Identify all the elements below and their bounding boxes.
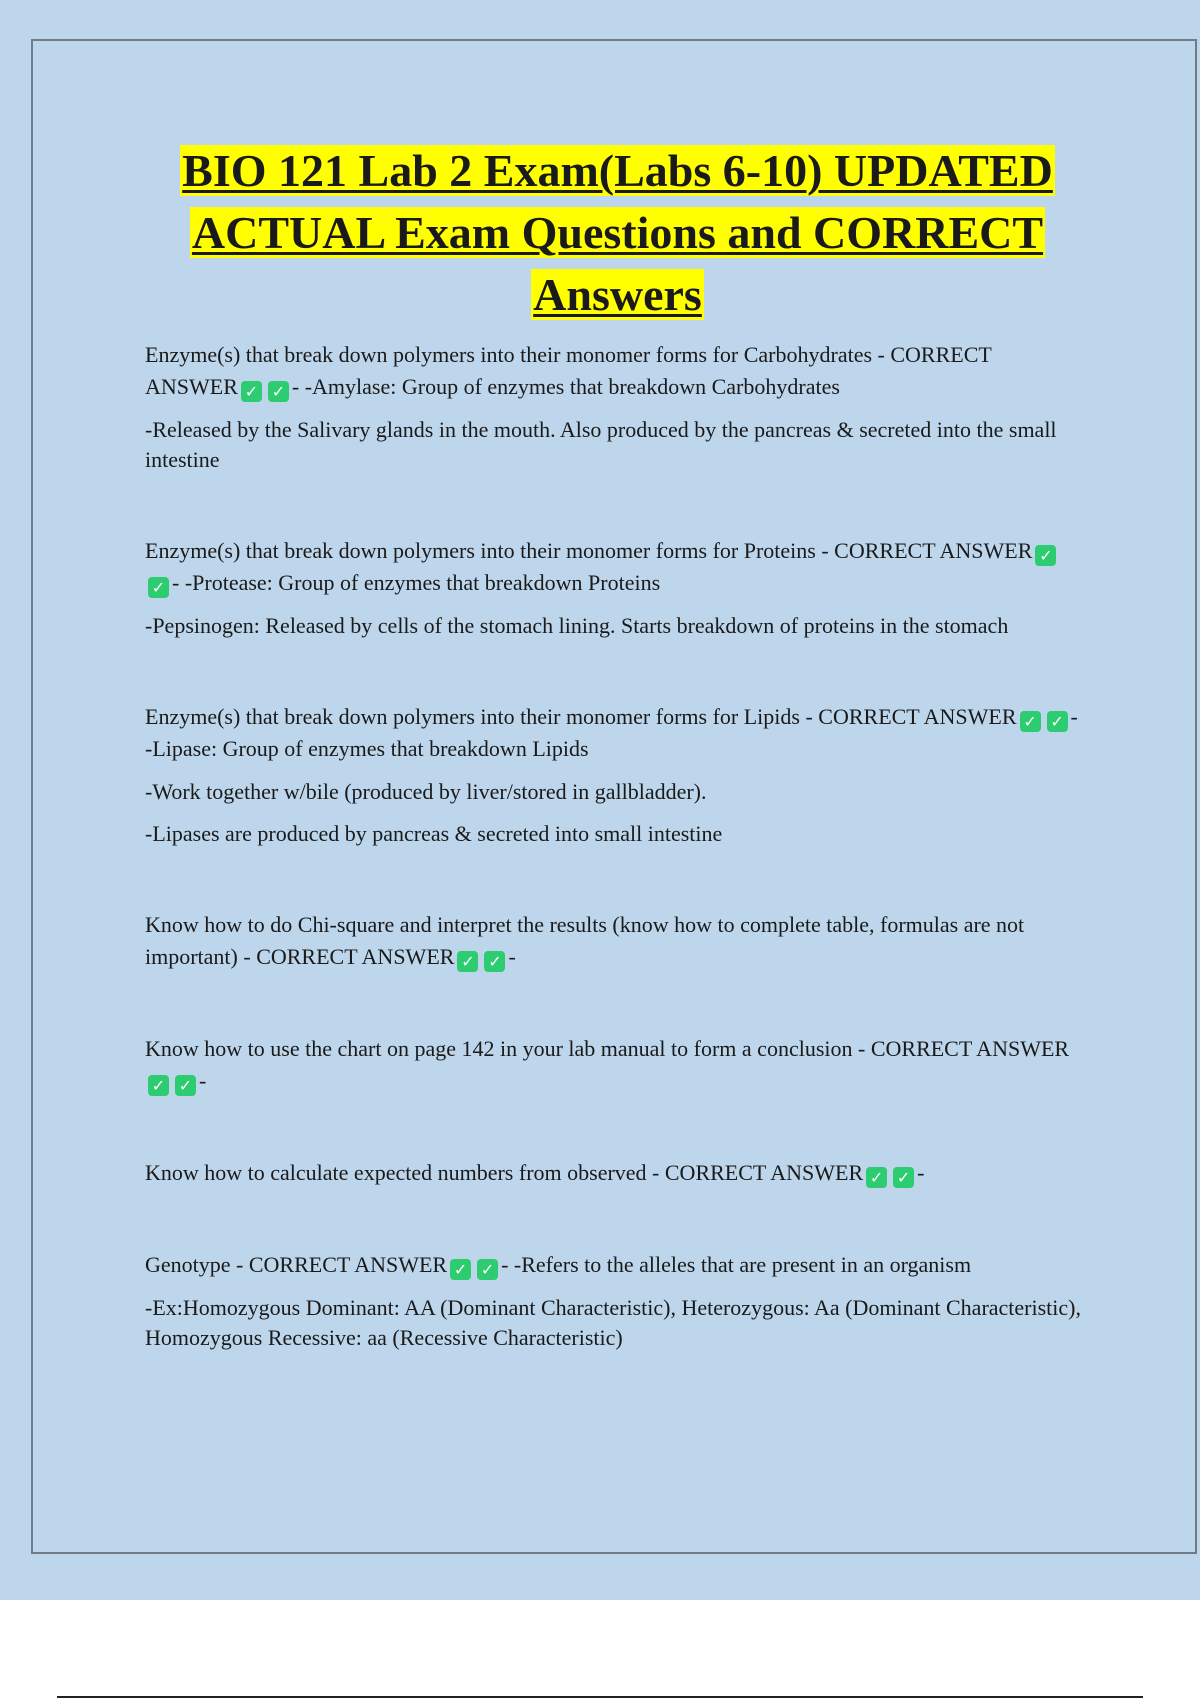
answer-text: -	[199, 1068, 207, 1093]
check-icon: ✓	[1047, 711, 1068, 732]
answer-note: -Work together w/bile (produced by liver/stored in gallbladder).	[145, 779, 707, 804]
check-icon: ✓	[893, 1167, 914, 1188]
question-text: Genotype - CORRECT ANSWER	[145, 1252, 448, 1277]
check-icon: ✓	[268, 381, 289, 402]
qa-item-chi-square	[145, 909, 1085, 973]
qa-item-proteins	[145, 535, 1085, 599]
check-icon: ✓	[457, 951, 478, 972]
check-icon: ✓	[148, 1075, 169, 1096]
answer-note: -Lipases are produced by pancreas & secreted into small intestine	[145, 821, 723, 846]
check-icon: ✓	[1035, 545, 1056, 566]
footer-divider	[57, 1696, 1143, 1698]
answer-note: -Ex:Homozygous Dominant: AA (Dominant Characteristic), Heterozygous: Aa (Dominant Characteristic), Homozygous Recessive: aa (Recessive Characteristic)	[145, 1295, 1081, 1350]
answer-note: -Released by the Salivary glands in the mouth. Also produced by the pancreas & secreted into the small intestine	[145, 417, 1057, 472]
check-icon: ✓	[1020, 711, 1041, 732]
qa-item-chart-page-142	[145, 1033, 1085, 1097]
qa-list	[145, 339, 1085, 1353]
answer-text: -	[917, 1160, 925, 1185]
qa-item-carbohydrates	[145, 339, 1085, 403]
answer-text: - -Refers to the alleles that are present in an organism	[501, 1252, 972, 1277]
check-icon: ✓	[866, 1167, 887, 1188]
title-line-1: BIO 121 Lab 2 Exam(Labs 6-10) UPDATED	[182, 145, 1053, 196]
document-title	[120, 140, 1115, 326]
answer-text: - -Amylase: Group of enzymes that breakdown Carbohydrates	[291, 374, 840, 399]
check-icon: ✓	[148, 577, 169, 598]
answer-text: - -Protease: Group of enzymes that breakdown Proteins	[172, 570, 661, 595]
check-icon: ✓	[484, 951, 505, 972]
answer-text: -	[508, 944, 516, 969]
qa-item-genotype	[145, 1249, 1085, 1281]
title-line-2: ACTUAL Exam Questions and CORRECT	[191, 207, 1044, 258]
qa-item-expected-numbers	[145, 1157, 1085, 1189]
question-text: Know how to use the chart on page 142 in your lab manual to form a conclusion - CORRECT ANSWER	[145, 1036, 1070, 1061]
answer-note: -Pepsinogen: Released by cells of the stomach lining. Starts breakdown of proteins in the stomach	[145, 613, 1009, 638]
question-text: Enzyme(s) that break down polymers into their monomer forms for Lipids - CORRECT ANSWER	[145, 704, 1017, 729]
check-icon: ✓	[241, 381, 262, 402]
check-icon: ✓	[450, 1259, 471, 1280]
question-text: Know how to do Chi-square and interpret the results (know how to complete table, formulas are not important) - CORRECT ANSWER	[145, 912, 1025, 969]
question-text: Enzyme(s) that break down polymers into their monomer forms for Proteins - CORRECT ANSWER	[145, 538, 1033, 563]
qa-item-lipids	[145, 701, 1085, 765]
check-icon: ✓	[175, 1075, 196, 1096]
title-line-3: Answers	[533, 269, 702, 320]
question-text: Know how to calculate expected numbers from observed - CORRECT ANSWER	[145, 1160, 864, 1185]
check-icon: ✓	[477, 1259, 498, 1280]
answer-text: - -Lipase: Group of enzymes that breakdown Lipids	[145, 704, 1078, 761]
question-text: Enzyme(s) that break down polymers into their monomer forms for Carbohydrates - CORRECT ANSWER	[145, 342, 992, 399]
